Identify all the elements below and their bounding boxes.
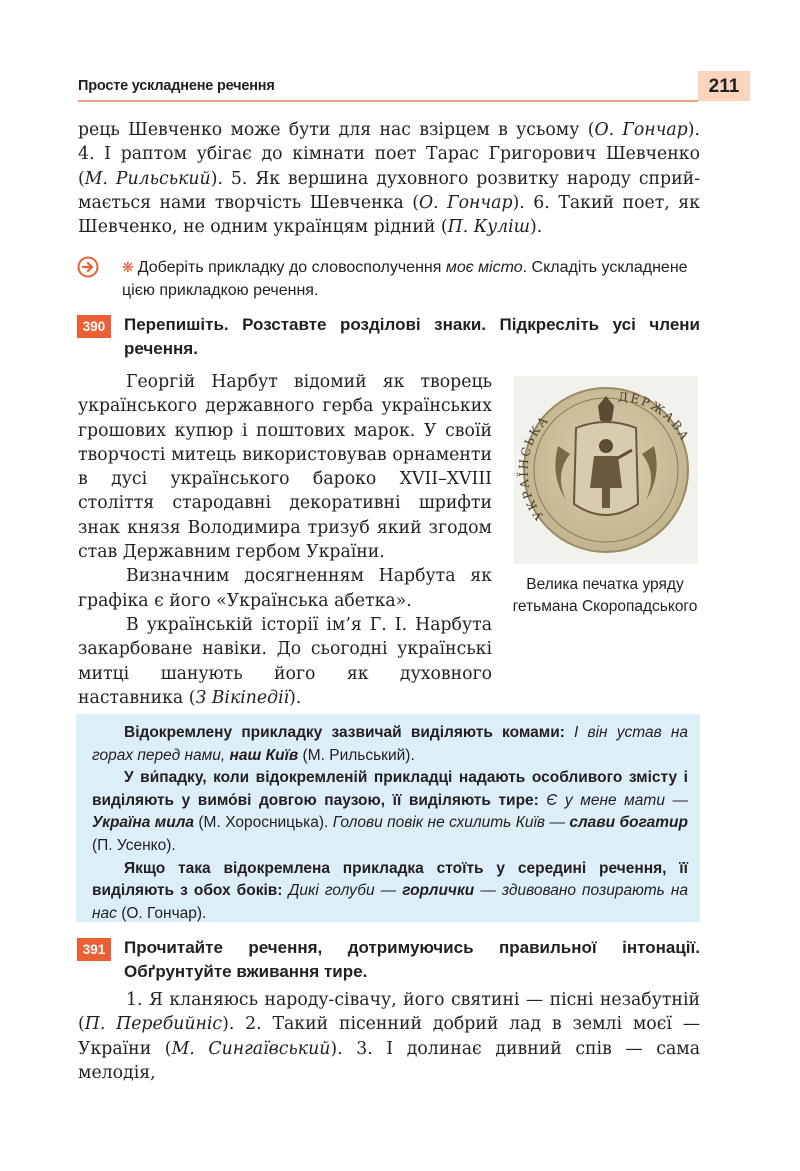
page-number: 211 [698, 71, 750, 101]
image-caption: Велика печатка уряду гетьмана Скоропадського [512, 576, 698, 615]
seal-illustration [514, 376, 698, 564]
tip-text: ❋ Доберіть прикладку до словосполучення моє місто. Складіть ускладнене цією прикладкою речення. [122, 256, 700, 302]
exercise-390-instruction: Перепишіть. Розставте розділові знаки. Підкресліть усі члени речення. [124, 315, 700, 358]
rule-text: Відокремлену прикладку зазвичай виділяють комами: І він устав на горах перед нами, наш Київ (М. Рильський). У ви́падку, коли відокремленій прикладці надають особливого змісту і виділяють у вимо́ві довгою паузою, її виділяють тире: Є у мене мати — Україна мила (М. Хоросницька). Голови повік не схилить Київ — слави богатир (П. Усенко). Якщо така відокремлена прикладка стоїть у середині речення, її виділяють з обох боків: Дикі голуби — горлички — здивовано позирають на нас (О. Гончар). [92, 724, 688, 922]
running-header: Просте ускладнене речення [78, 78, 275, 94]
exercise-number-390: 390 [77, 315, 111, 338]
arrow-right-icon [77, 256, 99, 278]
exercise-390-text: Георгій Нарбут відомий як творець українського державного герба українських грошових купюр і поштових марок. У своїй творчості митець використовував орнаменти в дусі українського бароко XVII–XVIII століття стародавні декоративні шрифти знак князя Володимира тризуб який згодом став Державним гербом України. Визначним досягненням Нарбута як графіка є його «Українська абетка». В українській історії ім’я Г. І. Нарбута закарбоване навіки. До сьогодні українські митці шанують його як духовного наставника (З Вікіпедії). [78, 372, 492, 708]
svg-text:ДЕРЖАВА: ДЕРЖАВА [617, 389, 693, 445]
continued-text: рець Шевченко може бути для нас взірцем в усьому (О. Гончар). 4. І раптом убігає до кімнати поет Тарас Григорович Шевченко (М. Рильський). 5. Як вершина духовного розвитку народу сприй- мається нами творчість Шевченка (О. Гончар). 6. Такий поет, як Шевченко, не одним українцям рідний (П. Куліш). [78, 120, 700, 238]
seal-image [514, 376, 698, 564]
exercise-391-text: 1. Я кланяюсь народу-сівачу, його святині — пісні незабутній (П. Перебийніс). 2. Такий пісенний добрий лад в землі моєї — України (М. Сингаївський). 3. І долинає дивний спів — сама мелодія, [78, 990, 701, 1083]
header-divider [78, 100, 698, 102]
svg-text:УКРАЇНСЬКА: УКРАЇНСЬКА [516, 412, 552, 523]
exercise-391-instruction: Прочитайте речення, дотримуючись правильної інтонації. Обґрунтуйте вживання тире. [124, 938, 700, 981]
exercise-number-391: 391 [77, 938, 111, 961]
asterisk-icon: ❋ [122, 259, 134, 275]
